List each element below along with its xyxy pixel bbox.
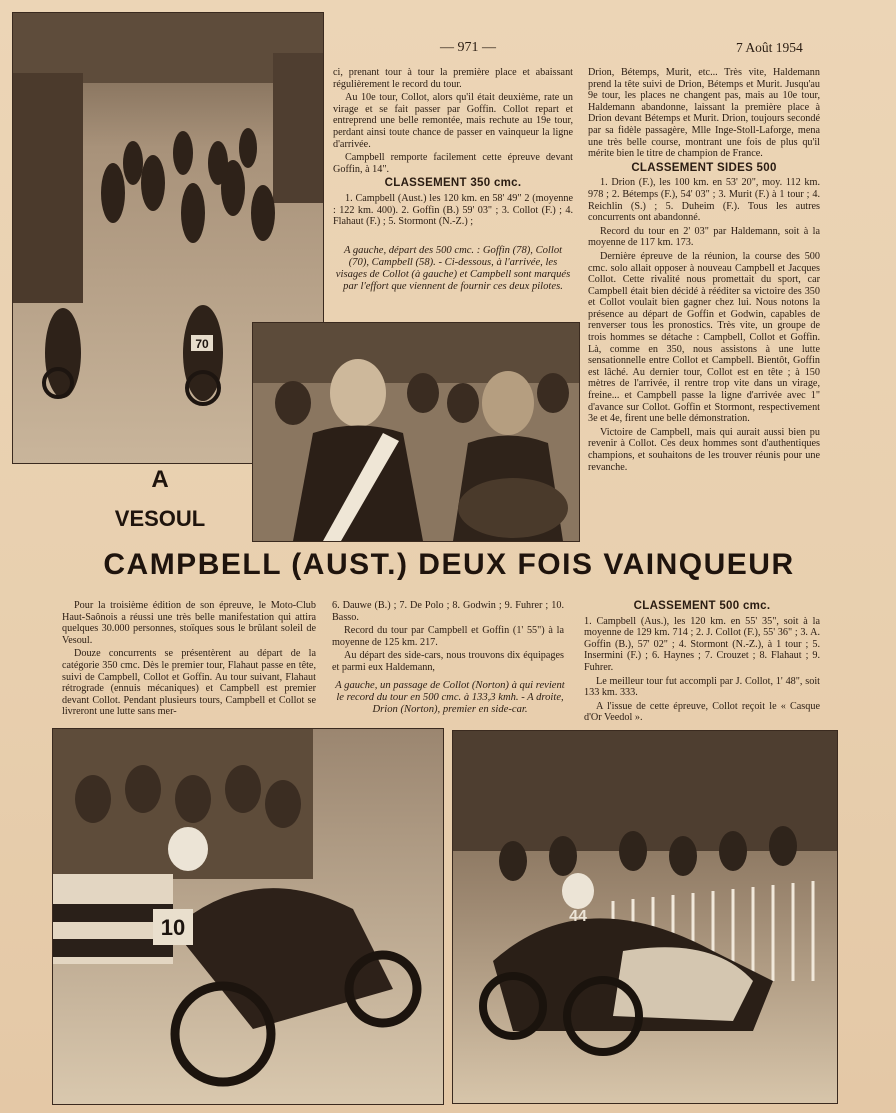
photo-drion-sidecar <box>452 730 838 1104</box>
results-500-text: 1. Campbell (Aus.), les 120 km. en 55' 35", soit à la moyenne de 129 km. 714 ; 2. J. Collot (F.), 55' 36" ; 3. A. Goffin (B.), 57' 02" ; 4. Stormont (N.-Z.), à 1 tour ; 5. Insermini (F.) ; 6. Haynes ; 7. Crouzet ; 8. Flahaut ; 9. Fuhrer. <box>584 615 820 673</box>
results-350-text: 1. Campbell (Aust.) les 120 km. en 58' 49" 2 (moyenne : 122 km. 400). 2. Goffin (B.) 59' 03" ; 3. Collot (F.) ; 4. Flahaut (F.) ; 5. Stormont (N.-Z.) ; <box>333 192 573 228</box>
results-sides-text: 1. Drion (F.), les 100 km. en 53' 20", moy. 112 km. 978 ; 2. Bétemps (F.), 54' 03" ; 3. Murit (F.) à 1 tour ; 4. Reichlin (S.) ; 5. Duheim (F.). Tous les autres concurrents ont abandonné. <box>588 177 820 224</box>
middle-column <box>332 600 564 676</box>
photo-finish-faces <box>252 322 580 542</box>
intro-column <box>62 600 316 720</box>
paragraph: Record du tour en 2' 03" par Haldemann, soit à la moyenne de 117 km. 173. <box>588 225 820 249</box>
paragraph: Campbell remporte facilement cette épreuve devant Goffin, à 14". <box>333 152 573 175</box>
race-number-label: 70 <box>195 337 209 351</box>
heading-prefix: A <box>151 466 169 493</box>
page-number: — 971 — <box>440 40 496 55</box>
paragraph: Drion, Bétemps, Murit, etc... Très vite, Haldemann prend la tête suivi de Drion, Bétemps et Murit. Jusqu'au 9e tour, les places ne changent pas, mais au 10e tour, Haldemann abandonne, laissant la première place à Drion devant Bétemps et Murit. Drion, toujours secondé par sa fidèle passagère, Mlle Inge-Stoll-Laforge, mena une très belle course, montrant une fois de plus qu'il mérite bien le titre de champion de France. <box>588 67 820 160</box>
collot-race-number: 10 <box>160 915 186 940</box>
paragraph: Dernière épreuve de la réunion, la course des 500 cmc. solo allait opposer à nouveau Campbell et Jacques Collot. Cette rivalité nous promettait du sport, car Campbell était bien décidé à rééditer sa victoire des 350 et Collot voulait bien gagner chez lui. Nous notons la présence au départ de Goffin et Godwin, capables de renverser tous les pronostics. Très vite, un groupe de trois hommes se détache : Campbell, Collot et Goffin. Là, comme en 350, nous assistons à une lutte sensationnelle entre Collot et Campbell. Bientôt, Goffin est lâché. Au dernier tour, Collot est en tête ; à 150 mètres de l'arrivée, il rentre trop vite dans un virage, freine... et Campbell passe la ligne d'arrivée avec 1" d'avance sur Collot. Goffin et Stormont, respectivement 3e et 4e, firent une belle démonstration. <box>588 250 820 425</box>
photo-collot-passing <box>52 728 444 1105</box>
sidecar-race-number: 44 <box>569 908 587 925</box>
article-column-1 <box>333 67 573 230</box>
issue-date: 7 Août 1954 <box>736 40 803 55</box>
headline: CAMPBELL (AUST.) DEUX FOIS VAINQUEUR <box>103 548 795 581</box>
results-350-title: CLASSEMENT 350 cmc. <box>384 177 522 190</box>
paragraph: ci, prenant tour à tour la première place et abaissant régulièrement le record du tour. <box>333 67 573 90</box>
paragraph: 6. Dauwe (B.) ; 7. De Polo ; 8. Godwin ; 9. Fuhrer ; 10. Basso. <box>332 600 564 623</box>
paragraph: Douze concurrents se présentèrent au départ de la catégorie 350 cmc. Dès le premier tour, Flahaut passe en tête, suivi de Campbell, Collot et Goffin. Au tour suivant, Flahaut rétrograde (ennuis mécaniques) et Campbell est premier devant Collot. Pendant plusieurs tours, Campbell et Collot se livreront une lutte sans mer- <box>62 648 316 718</box>
results-sides-title: CLASSEMENT SIDES 500 <box>631 161 777 174</box>
paragraph: Pour la troisième édition de son épreuve, le Moto-Club Haut-Saônois a réussi une très belle manifestation qui attira quelques 30.000 personnes, stoïques sous le brûlant soleil de Vesoul. <box>62 600 316 646</box>
caption-top: A gauche, départ des 500 cmc. : Goffin (78), Collot (70), Campbell (58). - Ci-dessous, à l'arrivée, les visages de Collot (à gauche) et Campbell sont marqués par l'effort que viennent de fournir ces deux pilotes. <box>335 245 571 292</box>
results-500-column <box>584 598 820 726</box>
paragraph: Au 10e tour, Collot, alors qu'il était deuxième, rate un virage et se fait passer par Goffin. Collot repart et entreprend une belle remontée, mais rechute au 19e tour, perdant ainsi toute chance de passer en vainqueur la ligne d'arrivée. <box>333 92 573 150</box>
paragraph: Au départ des side-cars, nous trouvons dix équipages et parmi eux Haldemann, <box>332 650 564 673</box>
article-column-2 <box>588 67 820 475</box>
caption-middle: A gauche, un passage de Collot (Norton) à qui revient le record du tour en 500 cmc. à 133,3 kmh. - A droite, Drion (Norton), premier en side-car. <box>335 680 565 715</box>
paragraph: A l'issue de cette épreuve, Collot reçoit le « Casque d'Or Veedol ». <box>584 700 820 724</box>
paragraph: Record du tour par Campbell et Goffin (1' 55") à la moyenne de 125 km. 217. <box>332 625 564 648</box>
paragraph: Victoire de Campbell, mais qui aurait aussi bien pu revenir à Collot. Ces deux hommes sont d'authentiques champions, et souhaitons de les trouver réunis pour une revanche. <box>588 426 820 473</box>
results-500-title: CLASSEMENT 500 cmc. <box>633 600 771 612</box>
paragraph: Le meilleur tour fut accompli par J. Collot, 1' 48", soit 133 km. 333. <box>584 675 820 699</box>
heading-place: VESOUL <box>114 506 206 531</box>
